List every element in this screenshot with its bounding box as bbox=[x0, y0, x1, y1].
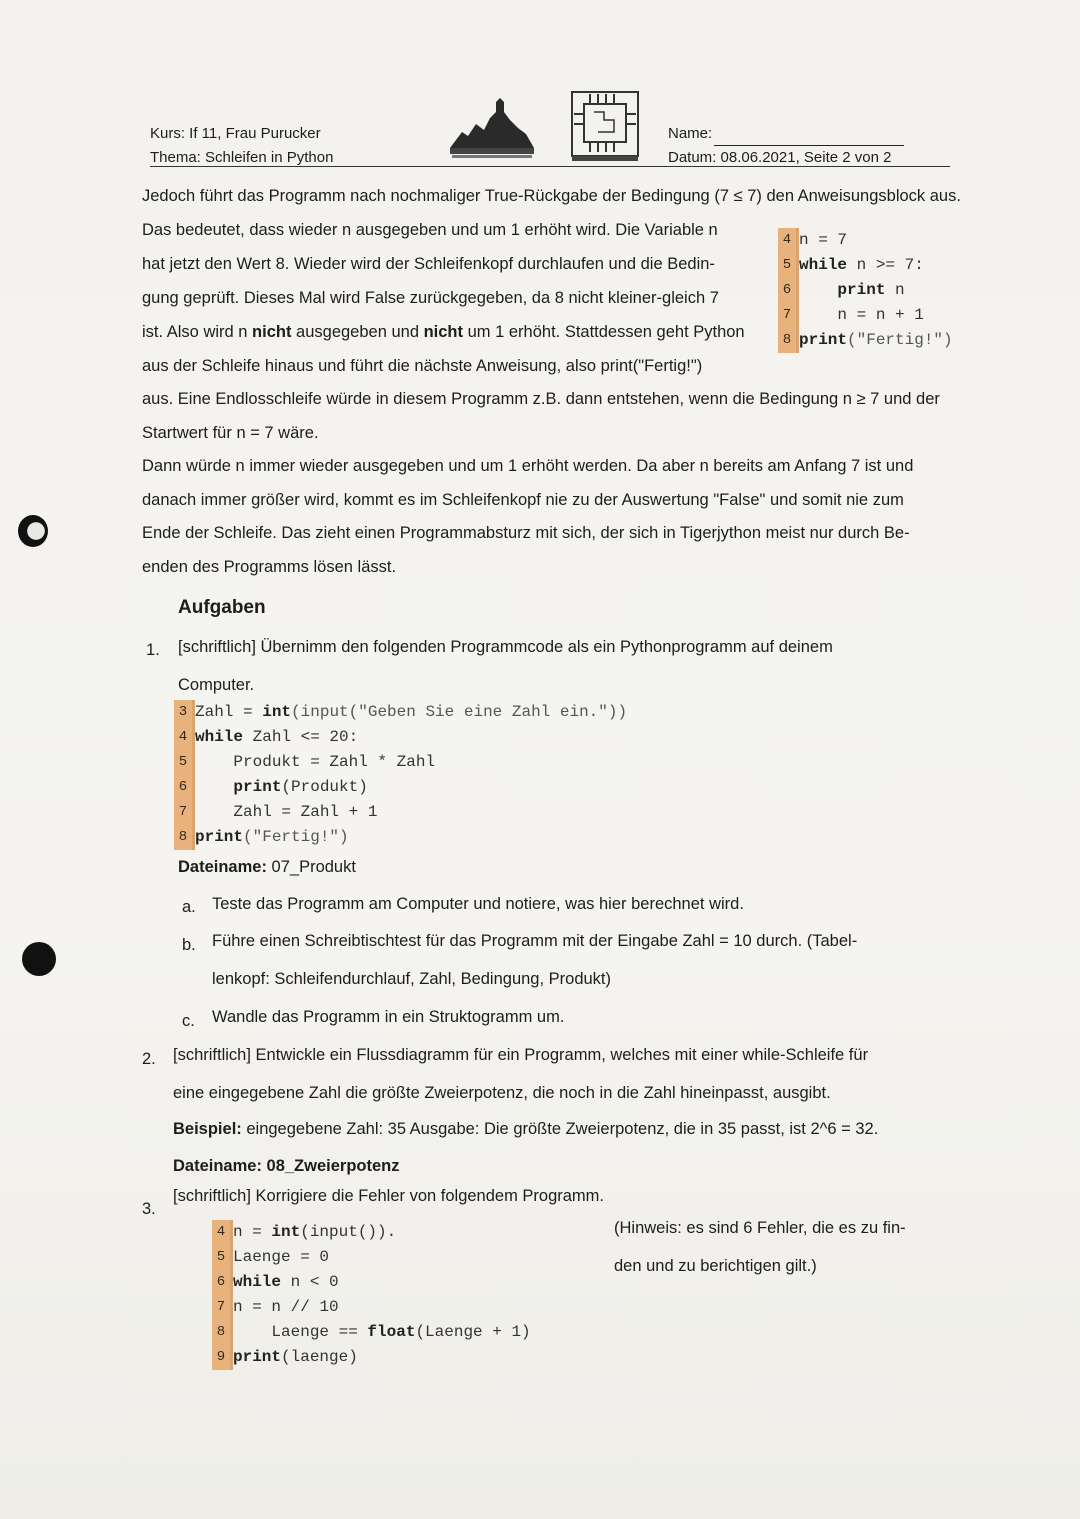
thema-label: Thema: Schleifen in Python bbox=[150, 149, 334, 166]
intro-line-4: gung geprüft. Dieses Mal wird False zurückgegeben, da 8 nicht kleiner-gleich 7 bbox=[142, 289, 719, 307]
task-2-line-1: [schriftlich] Entwickle ein Flussdiagramm für ein Programm, welches mit einer while-Schleife für bbox=[173, 1046, 869, 1064]
code-line: 8 Laenge == float(Laenge + 1) bbox=[233, 1320, 531, 1345]
task-3-hint-1: (Hinweis: es sind 6 Fehler, die es zu fin- bbox=[614, 1219, 906, 1237]
code-line: 8 print("Fertig!") bbox=[195, 825, 627, 850]
intro-line-3: hat jetzt den Wert 8. Wieder wird der Schleifenkopf durchlaufen und die Bedin- bbox=[142, 255, 715, 273]
code-line: 7 n = n // 10 bbox=[233, 1295, 531, 1320]
intro-line-6: aus der Schleife hinaus und führt die nächste Anweisung, also print("Fertig!") bbox=[142, 357, 703, 375]
intro-line-2: Das bedeutet, dass wieder n ausgegeben und um 1 erhöht wird. Die Variable n bbox=[142, 221, 718, 239]
school-logo-icon bbox=[446, 98, 538, 162]
name-label: Name: bbox=[668, 125, 713, 142]
task-3-hint-2: den und zu berichtigen gilt.) bbox=[614, 1257, 817, 1275]
task-1c-letter: c. bbox=[182, 1012, 195, 1030]
task-2-filename: Dateiname: 08_Zweierpotenz bbox=[173, 1157, 400, 1175]
task-1c-text: Wandle das Programm in ein Struktogramm um. bbox=[212, 1008, 565, 1026]
task-1a-letter: a. bbox=[182, 898, 196, 916]
code-line: 5 Produkt = Zahl * Zahl bbox=[195, 750, 627, 775]
header-rule bbox=[150, 166, 950, 167]
task-2-example: Beispiel: eingegebene Zahl: 35 Ausgabe: Die größte Zweierpotenz, die in 35 passt, ist 2^6 = 32. bbox=[173, 1120, 879, 1138]
intro-line-11: Ende der Schleife. Das zieht einen Programmabsturz mit sich, der sich in Tigerjython meist nur durch Be- bbox=[142, 524, 910, 542]
code-line: 8 print("Fertig!") bbox=[799, 328, 953, 353]
code-line: 6 print(Produkt) bbox=[195, 775, 627, 800]
task-1-line-2: Computer. bbox=[178, 676, 255, 694]
intro-line-9: Dann würde n immer wieder ausgegeben und um 1 erhöht werden. Da aber n bereits am Anfang 7 ist und bbox=[142, 457, 914, 475]
task-2-line-2: eine eingegebene Zahl die größte Zweierpotenz, die noch in die Zahl hineinpasst, ausgibt. bbox=[173, 1084, 831, 1102]
task-1a-text: Teste das Programm am Computer und notiere, was hier berechnet wird. bbox=[212, 895, 744, 913]
intro-line-7: aus. Eine Endlosschleife würde in diesem Programm z.B. dann entstehen, wenn die Bedingung n ≥ 7 und der bbox=[142, 390, 940, 408]
task-1b-text-cont: lenkopf: Schleifendurchlauf, Zahl, Bedingung, Produkt) bbox=[212, 970, 611, 988]
header-left bbox=[150, 122, 333, 170]
task-1-filename: Dateiname: 07_Produkt bbox=[178, 858, 356, 876]
code-line: 6 while n < 0 bbox=[233, 1270, 531, 1295]
intro-line-1: Jedoch führt das Programm nach nochmaliger True-Rückgabe der Bedingung (7 ≤ 7) den Anweisungsblock aus. bbox=[142, 187, 961, 205]
code-block-task-3 bbox=[216, 1220, 531, 1370]
task-3-line-1: [schriftlich] Korrigiere die Fehler von folgendem Programm. bbox=[173, 1187, 605, 1205]
page-header bbox=[150, 118, 950, 170]
aufgaben-heading: Aufgaben bbox=[178, 597, 266, 618]
code-line: 4 n = 7 bbox=[799, 228, 953, 253]
code-block-task-1 bbox=[178, 700, 628, 850]
informatik-chip-logo-icon bbox=[570, 90, 640, 162]
datum-label: Datum: 08.06.2021, Seite 2 von 2 bbox=[668, 149, 892, 166]
code-line: 7 Zahl = Zahl + 1 bbox=[195, 800, 627, 825]
task-3-number: 3. bbox=[142, 1200, 156, 1218]
code-line: 6 print n bbox=[799, 278, 953, 303]
code-line: 3 Zahl = int(input("Geben Sie eine Zahl ein.")) bbox=[195, 700, 627, 725]
task-1-number: 1. bbox=[146, 641, 160, 659]
code-line: 4 while Zahl <= 20: bbox=[195, 725, 627, 750]
intro-line-5: ist. Also wird n nicht ausgegeben und nicht um 1 erhöht. Stattdessen geht Python bbox=[142, 323, 745, 341]
code-line: 4 n = int(input()). bbox=[233, 1220, 531, 1245]
code-line: 9 print(laenge) bbox=[233, 1345, 531, 1370]
name-blank-line bbox=[714, 131, 904, 146]
code-line: 5 Laenge = 0 bbox=[233, 1245, 531, 1270]
task-1b-letter: b. bbox=[182, 936, 196, 954]
intro-line-8: Startwert für n = 7 wäre. bbox=[142, 424, 319, 442]
task-1b-text: Führe einen Schreibtischtest für das Programm mit der Eingabe Zahl = 10 durch. (Tabel- bbox=[212, 932, 858, 950]
task-1-line-1: [schriftlich] Übernimm den folgenden Programmcode als ein Pythonprogramm auf deinem bbox=[178, 638, 833, 656]
code-line: 7 n = n + 1 bbox=[799, 303, 953, 328]
intro-line-12: enden des Programms lösen lässt. bbox=[142, 558, 397, 576]
code-line: 5 while n >= 7: bbox=[799, 253, 953, 278]
code-block-example bbox=[782, 228, 953, 353]
kurs-label: Kurs: If 11, Frau Purucker bbox=[150, 125, 321, 142]
punch-hole-middle bbox=[22, 942, 56, 976]
punch-hole-top bbox=[18, 515, 48, 547]
task-2-number: 2. bbox=[142, 1050, 156, 1068]
intro-line-10: danach immer größer wird, kommt es im Schleifenkopf nie zu der Auswertung "False" und somit nie zum bbox=[142, 491, 904, 509]
header-right bbox=[668, 122, 904, 170]
